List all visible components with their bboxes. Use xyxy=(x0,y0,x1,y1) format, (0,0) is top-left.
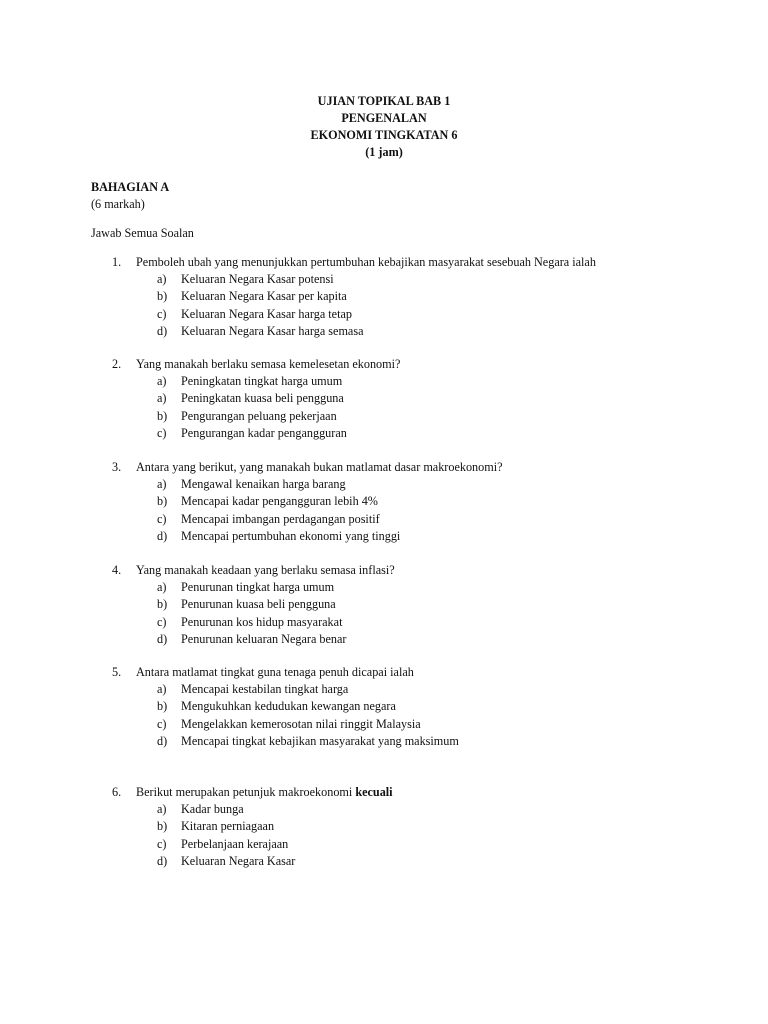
option-text: Mengawal kenaikan harga barang xyxy=(181,477,346,492)
option-b xyxy=(0,408,768,425)
option-a xyxy=(0,476,768,493)
option-letter: b) xyxy=(157,699,168,714)
option-text: Kitaran perniagaan xyxy=(181,819,275,834)
question-4 xyxy=(0,562,768,648)
option-letter: d) xyxy=(157,631,168,646)
option-text: Keluaran Negara Kasar per kapita xyxy=(181,289,347,304)
question-text: Yang manakah berlaku semasa kemelesetan ekonomi? xyxy=(136,357,401,371)
option-a xyxy=(0,373,768,390)
option-b xyxy=(0,698,768,715)
option-text: Mencapai kadar pengangguran lebih 4% xyxy=(181,494,378,509)
option-text: Mencapai kestabilan tingkat harga xyxy=(181,682,349,697)
option-letter: a) xyxy=(157,272,167,287)
option-letter: c) xyxy=(157,425,167,440)
option-c xyxy=(0,614,768,631)
header-title: UJIAN TOPIKAL BAB 1 xyxy=(317,94,451,108)
option-text: Peningkatan tingkat harga umum xyxy=(181,374,343,389)
section-marks: (6 markah) xyxy=(91,197,145,211)
option-c xyxy=(0,306,768,323)
option-d xyxy=(0,528,768,545)
option-c xyxy=(0,716,768,733)
option-letter: a) xyxy=(157,391,167,406)
question-number: 1. xyxy=(112,255,122,269)
question-text: Antara yang berikut, yang manakah bukan matlamat dasar makroekonomi? xyxy=(136,460,503,474)
option-text: Mencapai imbangan perdagangan positif xyxy=(181,511,380,526)
option-a xyxy=(0,801,768,818)
option-b xyxy=(0,288,768,305)
question-2 xyxy=(0,356,768,442)
question-text-main: Berikut merupakan petunjuk makroekonomi xyxy=(136,785,356,799)
question-number: 6. xyxy=(112,785,122,799)
option-letter: d) xyxy=(157,323,168,338)
option-text: Perbelanjaan kerajaan xyxy=(181,836,289,851)
option-a xyxy=(0,271,768,288)
option-b xyxy=(0,493,768,510)
question-text-emphasis: kecuali xyxy=(355,785,393,799)
option-letter: b) xyxy=(157,597,168,612)
option-text: Penurunan kuasa beli pengguna xyxy=(181,597,336,612)
option-letter: c) xyxy=(157,306,167,321)
option-text: Mencapai tingkat kebajikan masyarakat yang maksimum xyxy=(181,733,459,748)
option-letter: d) xyxy=(157,853,168,868)
option-letter: a) xyxy=(157,682,167,697)
option-letter: b) xyxy=(157,289,168,304)
option-text: Kadar bunga xyxy=(181,802,244,817)
option-letter: b) xyxy=(157,819,168,834)
option-text: Pengurangan peluang pekerjaan xyxy=(181,408,337,423)
option-letter: d) xyxy=(157,733,168,748)
option-letter: c) xyxy=(157,511,167,526)
option-d xyxy=(0,853,768,870)
option-text: Peningkatan kuasa beli pengguna xyxy=(181,391,344,406)
option-letter: a) xyxy=(157,802,167,817)
option-letter: b) xyxy=(157,494,168,509)
option-text: Mengukuhkan kedudukan kewangan negara xyxy=(181,699,396,714)
option-c xyxy=(0,511,768,528)
option-a xyxy=(0,681,768,698)
option-text: Mencapai pertumbuhan ekonomi yang tinggi xyxy=(181,528,401,543)
question-text: Antara matlamat tingkat guna tenaga penuh dicapai ialah xyxy=(136,665,414,679)
question-3 xyxy=(0,459,768,545)
question-number: 3. xyxy=(112,460,122,474)
question-1 xyxy=(0,254,768,340)
option-letter: a) xyxy=(157,580,167,595)
header-chapter: PENGENALAN xyxy=(341,111,427,125)
section-instruction: Jawab Semua Soalan xyxy=(91,226,194,240)
option-letter: d) xyxy=(157,528,168,543)
option-a xyxy=(0,579,768,596)
option-letter: c) xyxy=(157,716,167,731)
option-text: Mengelakkan kemerosotan nilai ringgit Malaysia xyxy=(181,716,421,731)
header-duration: (1 jam) xyxy=(365,145,403,159)
option-letter: a) xyxy=(157,477,167,492)
option-text: Penurunan tingkat harga umum xyxy=(181,580,335,595)
option-c xyxy=(0,836,768,853)
question-number: 5. xyxy=(112,665,122,679)
option-letter: c) xyxy=(157,836,167,851)
option-text: Penurunan kos hidup masyarakat xyxy=(181,614,343,629)
section-title: BAHAGIAN A xyxy=(91,180,170,194)
header-subject: EKONOMI TINGKATAN 6 xyxy=(310,128,458,142)
option-letter: b) xyxy=(157,408,168,423)
question-number: 2. xyxy=(112,357,122,371)
document-header xyxy=(0,93,768,161)
option-text: Keluaran Negara Kasar xyxy=(181,853,296,868)
question-5 xyxy=(0,664,768,750)
question-text: Pemboleh ubah yang menunjukkan pertumbuhan kebajikan masyarakat sesebuah Negara ialah xyxy=(136,255,596,269)
question-text: Yang manakah keadaan yang berlaku semasa inflasi? xyxy=(136,563,395,577)
option-letter: a) xyxy=(157,374,167,389)
option-d xyxy=(0,323,768,340)
option-text: Keluaran Negara Kasar harga semasa xyxy=(181,323,364,338)
option-c xyxy=(0,425,768,442)
option-d xyxy=(0,733,768,750)
option-text: Keluaran Negara Kasar potensi xyxy=(181,272,334,287)
question-6 xyxy=(0,784,768,870)
option-letter: c) xyxy=(157,614,167,629)
option-d xyxy=(0,631,768,648)
option-text: Penurunan keluaran Negara benar xyxy=(181,631,347,646)
question-number: 4. xyxy=(112,563,122,577)
option-b xyxy=(0,596,768,613)
option-text: Keluaran Negara Kasar harga tetap xyxy=(181,306,352,321)
option-b xyxy=(0,818,768,835)
option-text: Pengurangan kadar pengangguran xyxy=(181,425,347,440)
question-text xyxy=(136,784,393,801)
option-a-second xyxy=(0,390,768,407)
